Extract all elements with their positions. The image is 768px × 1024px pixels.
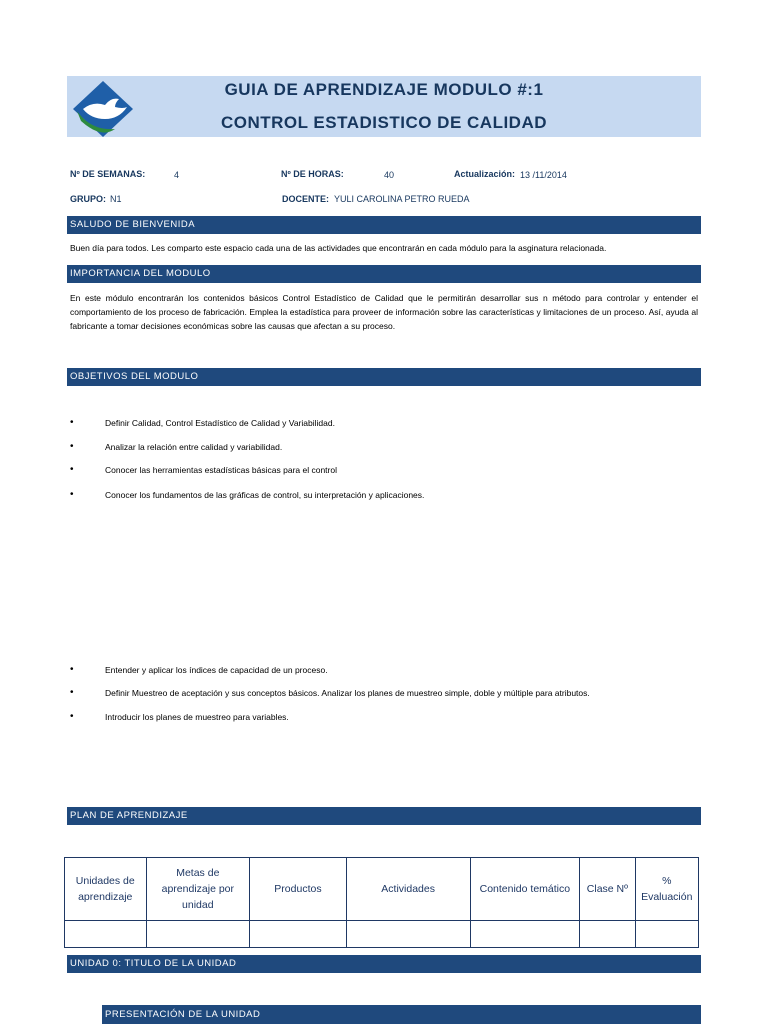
- table-header-cell: Productos: [250, 858, 347, 921]
- bullet-icon: •: [70, 417, 74, 428]
- grupo-label: GRUPO:: [70, 194, 106, 204]
- table-header-cell: Unidades de aprendizaje: [65, 858, 147, 921]
- table-cell: [635, 921, 698, 948]
- document-subtitle: CONTROL ESTADISTICO DE CALIDAD: [220, 113, 548, 132]
- importancia-section-bar: IMPORTANCIA DEL MODULO: [67, 265, 701, 283]
- bullet-icon: •: [70, 489, 74, 500]
- bullet-icon: •: [70, 664, 74, 675]
- horas-value: 40: [384, 170, 395, 180]
- plan-section-bar: PLAN DE APRENDIZAJE: [67, 807, 701, 825]
- saludo-text: Buen día para todos. Les comparto este espacio cada una de las actividades que encontrarán en cada módulo para la asginatura relacionada.: [70, 243, 607, 253]
- actualizacion-label: Actualización:: [454, 169, 516, 179]
- bullet-icon: •: [70, 711, 74, 722]
- bullet-icon: •: [70, 441, 74, 452]
- bullet-icon: •: [70, 464, 74, 475]
- importancia-text: En este módulo encontrarán los contenidos básicos Control Estadístico de Calidad que le permitirán desarrollar sus n método para controlar y entender el comportamiento de los proceso de fabricación. Emplea la estadística para proveer de información sobre las características y limitaciones de un proceso. Así, ayuda al fabricante a tomar decisiones económicas sobre las causas que afectan a su proceso.: [70, 293, 698, 331]
- table-cell: [146, 921, 250, 948]
- table-header-row: [65, 858, 699, 921]
- grupo-value: N1: [110, 194, 122, 204]
- table-row: [65, 921, 699, 948]
- document-title: GUIA DE APRENDIZAJE MODULO #:1: [224, 80, 544, 99]
- table-header-cell: Clase Nº: [580, 858, 635, 921]
- plan-table: [64, 857, 699, 948]
- table-header-cell: Contenido temático: [470, 858, 580, 921]
- presentacion-section-bar: PRESENTACIÓN DE LA UNIDAD: [102, 1005, 701, 1024]
- unidad-section-bar: UNIDAD 0: TITULO DE LA UNIDAD: [67, 955, 701, 973]
- docente-label: DOCENTE:: [282, 194, 329, 204]
- table-cell: [580, 921, 635, 948]
- table-cell: [346, 921, 470, 948]
- table-header-cell: % Evaluación: [635, 858, 698, 921]
- objetivos-section-bar: OBJETIVOS DEL MODULO: [67, 368, 701, 386]
- semanas-label: Nº DE SEMANAS:: [70, 169, 146, 179]
- table-header-cell: Actividades: [346, 858, 470, 921]
- document-header: [67, 76, 701, 137]
- horas-label: Nº DE HORAS:: [281, 169, 344, 179]
- saludo-section-bar: SALUDO DE BIENVENIDA: [67, 216, 701, 234]
- table-cell: [470, 921, 580, 948]
- actualizacion-value: 13 /11/2014: [520, 170, 567, 180]
- docente-value: YULI CAROLINA PETRO RUEDA: [334, 194, 470, 204]
- semanas-value: 4: [174, 170, 180, 180]
- table-cell: [250, 921, 347, 948]
- table-header-cell: Metas de aprendizaje por unidad: [146, 858, 250, 921]
- table-cell: [65, 921, 147, 948]
- bullet-icon: •: [70, 687, 74, 698]
